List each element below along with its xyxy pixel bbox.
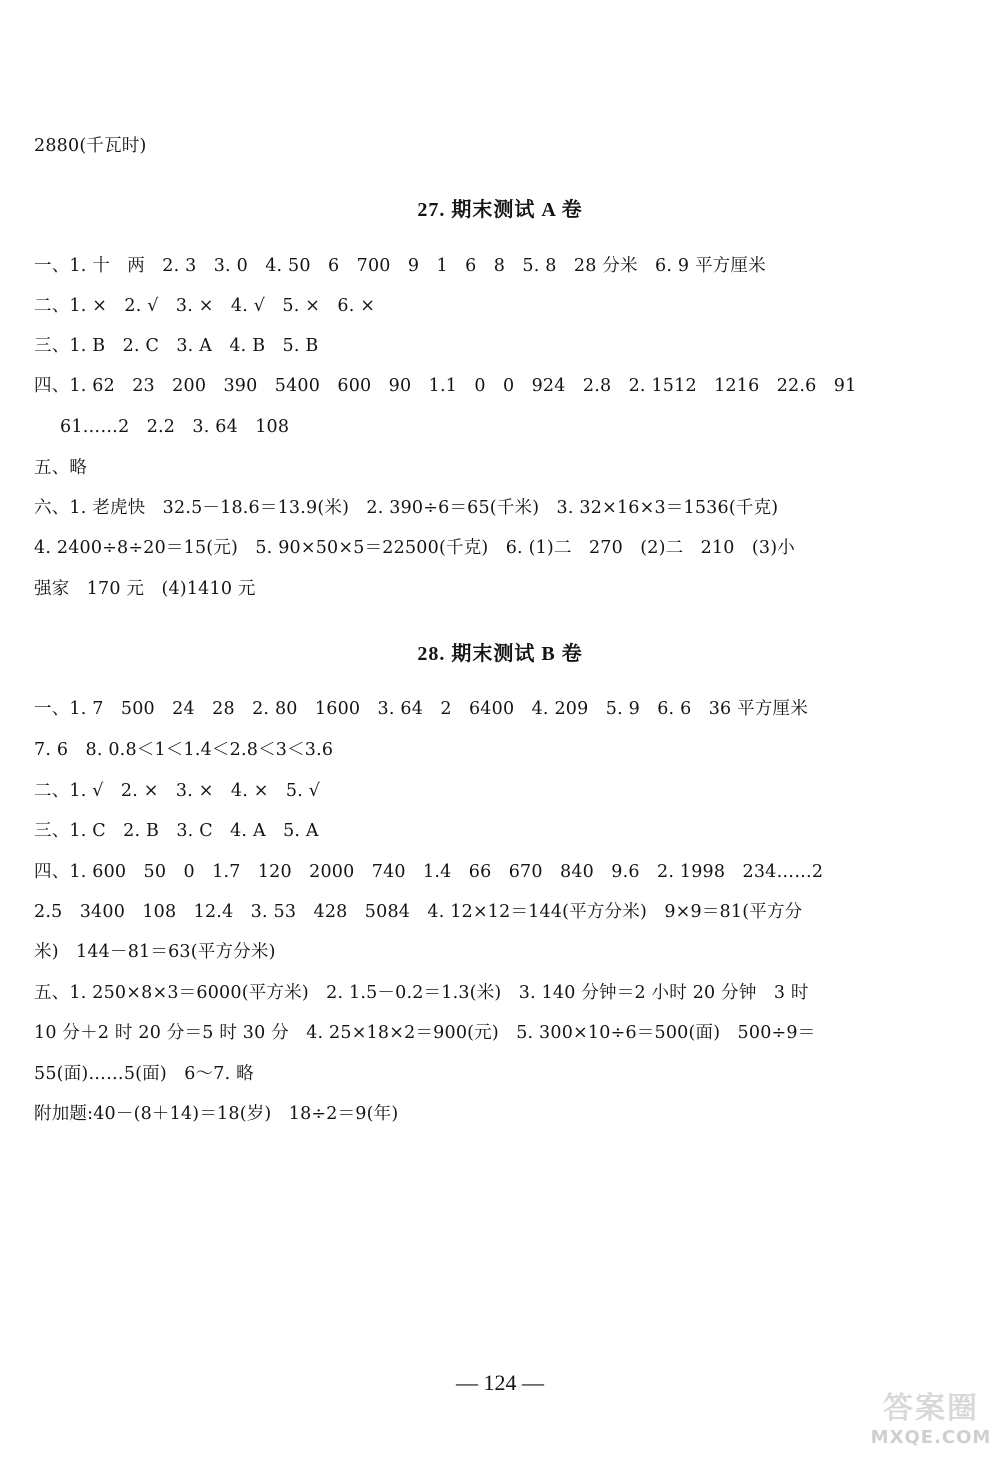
answer-line-a5: 61……2 2.2 3. 64 108 bbox=[60, 417, 290, 437]
answer-line-a3: 三、1. B 2. C 3. A 4. B 5. B bbox=[34, 336, 319, 356]
answer-line-a1: 一、1. 十 两 2. 3 3. 0 4. 50 6 700 9 1 6 8 5. 8 28 分米 6. 9 平方厘米 bbox=[34, 256, 766, 276]
answer-line-b7: 米) 144－81＝63(平方分米) bbox=[34, 942, 276, 962]
watermark-logo bbox=[866, 1383, 996, 1453]
answer-line-a6: 五、略 bbox=[34, 458, 88, 478]
answer-line-a7: 六、1. 老虎快 32.5－18.6＝13.9(米) 2. 390÷6＝65(千米) 3. 32×16×3＝1536(千克) bbox=[34, 498, 779, 518]
answer-line-b6: 2.5 3400 108 12.4 3. 53 428 5084 4. 12×12＝144(平方分米) 9×9＝81(平方分 bbox=[34, 902, 803, 922]
answer-line-a8: 4. 2400÷8÷20＝15(元) 5. 90×50×5＝22500(千克) 6. (1)二 270 (2)二 210 (3)小 bbox=[34, 538, 795, 558]
answer-line-b10: 55(面)……5(面) 6～7. 略 bbox=[34, 1064, 254, 1084]
answer-line-b9: 10 分＋2 时 20 分＝5 时 30 分 4. 25×18×2＝900(元) 5. 300×10÷6＝500(面) 500÷9＝ bbox=[34, 1023, 816, 1043]
section-title-28: 28. 期末测试 B 卷 bbox=[417, 643, 583, 665]
answer-line-b4: 三、1. C 2. B 3. C 4. A 5. A bbox=[34, 821, 319, 841]
answer-line-carry: 2880(千瓦时) bbox=[34, 136, 147, 156]
section-title-27: 27. 期末测试 A 卷 bbox=[417, 199, 583, 221]
answer-line-b2: 7. 6 8. 0.8＜1＜1.4＜2.8＜3＜3.6 bbox=[34, 740, 334, 760]
page-number: — 124 — bbox=[456, 1370, 544, 1395]
watermark-text: 答案圈 bbox=[883, 1391, 979, 1426]
answer-line-a2: 二、1. × 2. √ 3. × 4. √ 5. × 6. × bbox=[34, 296, 376, 316]
answer-line-b3: 二、1. √ 2. × 3. × 4. × 5. √ bbox=[34, 781, 321, 801]
answer-line-b11: 附加题:40－(8＋14)＝18(岁) 18÷2＝9(年) bbox=[34, 1104, 399, 1124]
answer-line-a9: 强家 170 元 (4)1410 元 bbox=[34, 579, 256, 599]
answer-line-a4: 四、1. 62 23 200 390 5400 600 90 1.1 0 0 924 2.8 2. 1512 1216 22.6 91 bbox=[34, 376, 857, 396]
answer-line-b5: 四、1. 600 50 0 1.7 120 2000 740 1.4 66 670 840 9.6 2. 1998 234……2 bbox=[34, 862, 824, 882]
answer-line-b1: 一、1. 7 500 24 28 2. 80 1600 3. 64 2 6400 4. 209 5. 9 6. 6 36 平方厘米 bbox=[34, 699, 808, 719]
answer-line-b8: 五、1. 250×8×3＝6000(平方米) 2. 1.5－0.2＝1.3(米) 3. 140 分钟＝2 小时 20 分钟 3 时 bbox=[34, 983, 809, 1003]
watermark-url: MXQE.COM bbox=[870, 1427, 992, 1448]
